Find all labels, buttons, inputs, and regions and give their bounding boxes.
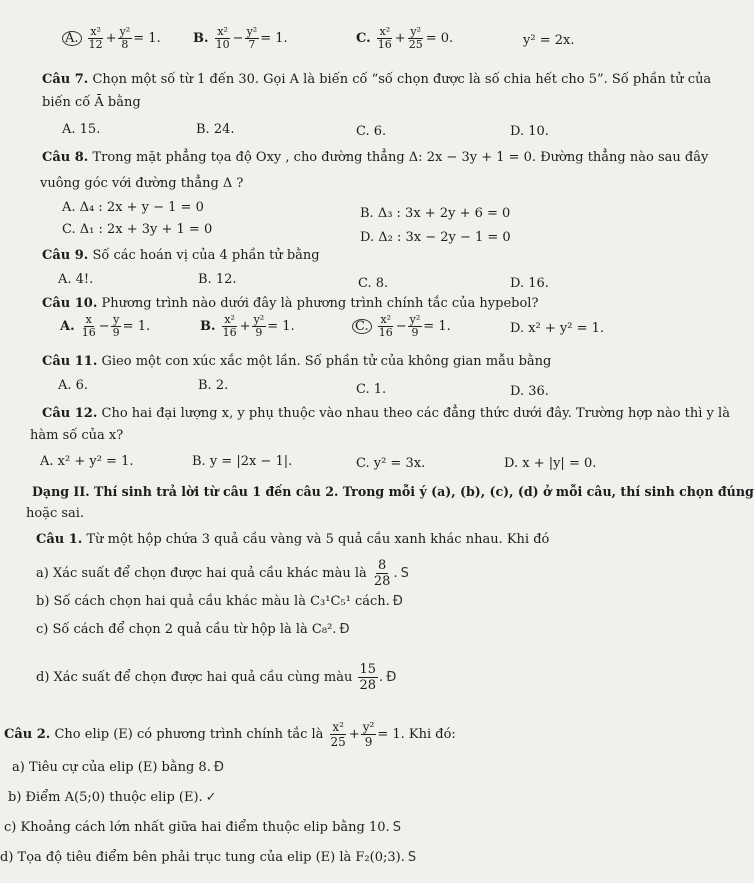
operator: − [98,319,110,334]
equation-rhs: = 1. [122,319,151,334]
denominator: 8 [121,38,129,51]
q7-option-d[interactable]: D. 10. [510,124,549,139]
c1-statement-a[interactable] [36,558,409,589]
operator: + [394,31,406,46]
statement-text: a) Xác suất để chọn được hai quả cầu khác màu là [36,566,367,581]
option-label: C. [352,319,372,334]
numerator: 8 [378,558,387,573]
denominator: 9 [255,326,263,339]
numerator: x² [380,313,392,326]
answer-mark: Đ [339,622,350,637]
q9-option-a[interactable]: A. 4!. [58,272,94,287]
answer-mark: Đ [213,760,224,775]
operator: − [395,319,407,334]
question-stem: Trong mặt phẳng tọa độ Oxy , cho đường thẳng Δ: 2x − 3y + 1 = 0. Đường thẳng nào sau đây [92,150,709,165]
q10-option-c[interactable] [352,314,451,339]
fraction [361,720,377,749]
q12-option-d[interactable]: D. x + |y| = 0. [504,456,597,471]
fraction [245,26,260,51]
option-label: B. [200,319,216,334]
q12-text-2: hàm số của x? [30,428,124,443]
q10-option-a[interactable] [60,314,150,339]
question-stem: Cho elip (E) có phương trình chính tắc là [54,727,324,742]
statement-text: b) Điểm A(5;0) thuộc elip (E). [8,790,203,805]
q8-option-b[interactable]: B. Δ₃ : 3x + 2y + 6 = 0 [360,206,511,221]
fraction [111,314,122,339]
q11-option-a[interactable]: A. 6. [58,378,89,393]
fraction [80,314,98,339]
equation-rhs: = 1. [267,319,295,334]
c2-statement-d[interactable] [0,850,416,866]
operator: + [239,319,251,334]
q7-text [42,72,711,88]
q7-option-c[interactable]: C. 6. [356,124,387,139]
q10-text [42,296,538,312]
denominator: 9 [411,326,419,339]
c2-text [4,720,456,749]
option-label: A. [62,31,82,46]
question-number: Câu 2. [4,727,51,742]
denominator: 28 [359,678,377,693]
statement-text: d) Xác suất để chọn được hai quả cầu cùng màu [36,670,353,685]
q6-option-c[interactable] [356,26,453,51]
sentence-end: . [379,670,384,685]
q8-text [42,150,708,166]
question-stem: Gieo một con xúc xắc một lần. Số phần tử của không gian mẫu bằng [101,354,552,369]
numerator: 15 [359,662,377,677]
c1-statement-d[interactable] [36,662,396,693]
denominator: 25 [330,735,346,749]
answer-mark: S [407,850,417,865]
q12-option-a[interactable]: A. x² + y² = 1. [40,454,134,469]
denominator: 10 [215,38,230,51]
statement-text: c) Số cách để chọn 2 quả cầu từ hộp là là C₈². [36,622,337,637]
fraction [358,662,379,693]
question-stem: Số các hoán vị của 4 phần tử bằng [92,248,320,263]
question-number: Câu 10. [42,296,98,311]
equation-rhs: = 0. [425,31,454,46]
fraction [329,720,348,749]
numerator: x [85,313,92,326]
numerator: x² [224,313,235,326]
equation-rhs: = 1. [423,319,451,334]
statement-text: c) Khoảng cách lớn nhất giữa hai điểm thuộc elip bằng 10. [4,820,390,835]
numerator: y² [410,25,422,38]
q10-option-d[interactable]: D. x² + y² = 1. [510,321,605,336]
q9-option-c[interactable]: C. 8. [358,276,389,291]
q6-option-a[interactable] [62,26,161,51]
fraction [408,314,423,339]
denominator: 12 [88,38,103,51]
equation-rhs: = 1. Khi đó: [377,727,456,742]
denominator: 16 [222,326,237,339]
operator: + [105,31,117,46]
numerator: y² [246,25,258,38]
numerator: y² [362,720,375,734]
answer-mark: S [400,566,409,581]
q6-option-b[interactable] [193,26,288,51]
fraction [221,314,239,339]
numerator: x² [217,25,228,38]
answer-mark: Đ [386,670,397,685]
fraction [214,26,232,51]
part2-heading: Dạng II. Thí sinh trả lời từ câu 1 đến câu 2. Trong mỗi ý (a), (b), (c), (d) ở mỗi câu, thí sinh chọn đúng [32,484,754,499]
denominator: 28 [373,574,391,589]
q8-option-c[interactable]: C. Δ₁ : 2x + 3y + 1 = 0 [62,222,213,237]
q9-text [42,248,320,264]
equation-rhs: = 1. [133,31,161,46]
fraction [407,26,425,51]
q11-option-c[interactable]: C. 1. [356,382,387,397]
c2-statement-c[interactable] [4,820,401,836]
operator: + [348,727,360,742]
statement-text: d) Tọa độ tiêu điểm bên phải trục tung của elip (E) là F₂(0;3). [0,850,405,865]
question-number: Câu 8. [42,150,89,165]
numerator: y² [253,313,265,326]
question-number: Câu 7. [42,72,89,87]
question-number: Câu 11. [42,354,98,369]
answer-mark: Đ [392,594,403,609]
equation-rhs: = 1. [260,31,288,46]
denominator: 7 [248,38,256,51]
c1-statement-c[interactable] [36,622,350,638]
c1-statement-b[interactable] [36,594,403,610]
numerator: y² [409,313,421,326]
numerator: y² [119,25,131,38]
numerator: x² [379,25,391,38]
q11-text [42,354,551,370]
q11-option-d[interactable]: D. 36. [510,384,549,399]
q9-option-d[interactable]: D. 16. [510,276,549,291]
option-label: A. [60,319,75,334]
answer-mark: S [392,820,401,835]
operator: − [232,31,244,46]
c2-statement-a[interactable] [12,760,224,776]
fraction [87,26,105,51]
question-stem: Từ một hộp chứa 3 quả cầu vàng và 5 quả cầu xanh khác nhau. Khi đó [86,532,550,547]
question-stem: Phương trình nào dưới đây là phương trình chính tắc của hypebol? [101,296,539,311]
q9-option-b[interactable]: B. 12. [198,272,237,287]
numerator: x² [332,720,344,734]
fraction [377,314,395,339]
q8-text-2: vuông góc với đường thẳng Δ ? [40,176,244,191]
answer-mark: ✓ [205,790,217,805]
q6-option-d[interactable]: y² = 2x. [523,33,575,48]
q8-option-a[interactable]: A. Δ₄ : 2x + y − 1 = 0 [62,200,204,215]
q7-option-a[interactable]: A. 15. [62,122,101,137]
option-label: C. [356,31,371,46]
c2-statement-b[interactable] [8,790,217,806]
denominator: 9 [364,735,373,749]
question-number: Câu 1. [36,532,83,547]
option-label: B. [193,31,209,46]
statement-text: b) Số cách chọn hai quả cầu khác màu là C₃¹C₅¹ cách. [36,594,390,609]
question-stem: Cho hai đại lượng x, y phụ thuộc vào nhau theo các đẳng thức dưới đây. Trường hợp nào thì y là [101,406,730,421]
fraction [252,314,267,339]
q8-option-d[interactable]: D. Δ₂ : 3x − 2y − 1 = 0 [360,230,511,245]
q12-option-b[interactable]: B. y = |2x − 1|. [192,454,293,469]
fraction [118,26,133,51]
statement-text: a) Tiêu cự của elip (E) bằng 8. [12,760,211,775]
sentence-end: . [393,566,398,581]
fraction [372,558,393,589]
part2-heading-2: hoặc sai. [26,506,85,521]
q12-option-c[interactable]: C. y² = 3x. [356,456,426,471]
question-number: Câu 9. [42,248,89,263]
numerator: x² [90,25,101,38]
q7-text-2: biến cố Ā bằng [42,95,141,110]
denominator: 25 [408,38,423,51]
fraction [376,26,394,51]
denominator: 16 [81,326,96,339]
question-number: Câu 12. [42,406,98,421]
c1-text [36,532,549,548]
denominator: 16 [377,38,392,51]
q7-option-b[interactable]: B. 24. [196,122,235,137]
q11-option-b[interactable]: B. 2. [198,378,229,393]
q12-text [42,406,730,422]
denominator: 9 [112,326,120,339]
numerator: y [113,313,120,326]
question-stem: Chọn một số từ 1 đến 30. Gọi A là biến cố “số chọn được là số chia hết cho 5”. Số phần tử của [92,72,712,87]
denominator: 16 [378,326,393,339]
q10-option-b[interactable] [200,314,295,339]
